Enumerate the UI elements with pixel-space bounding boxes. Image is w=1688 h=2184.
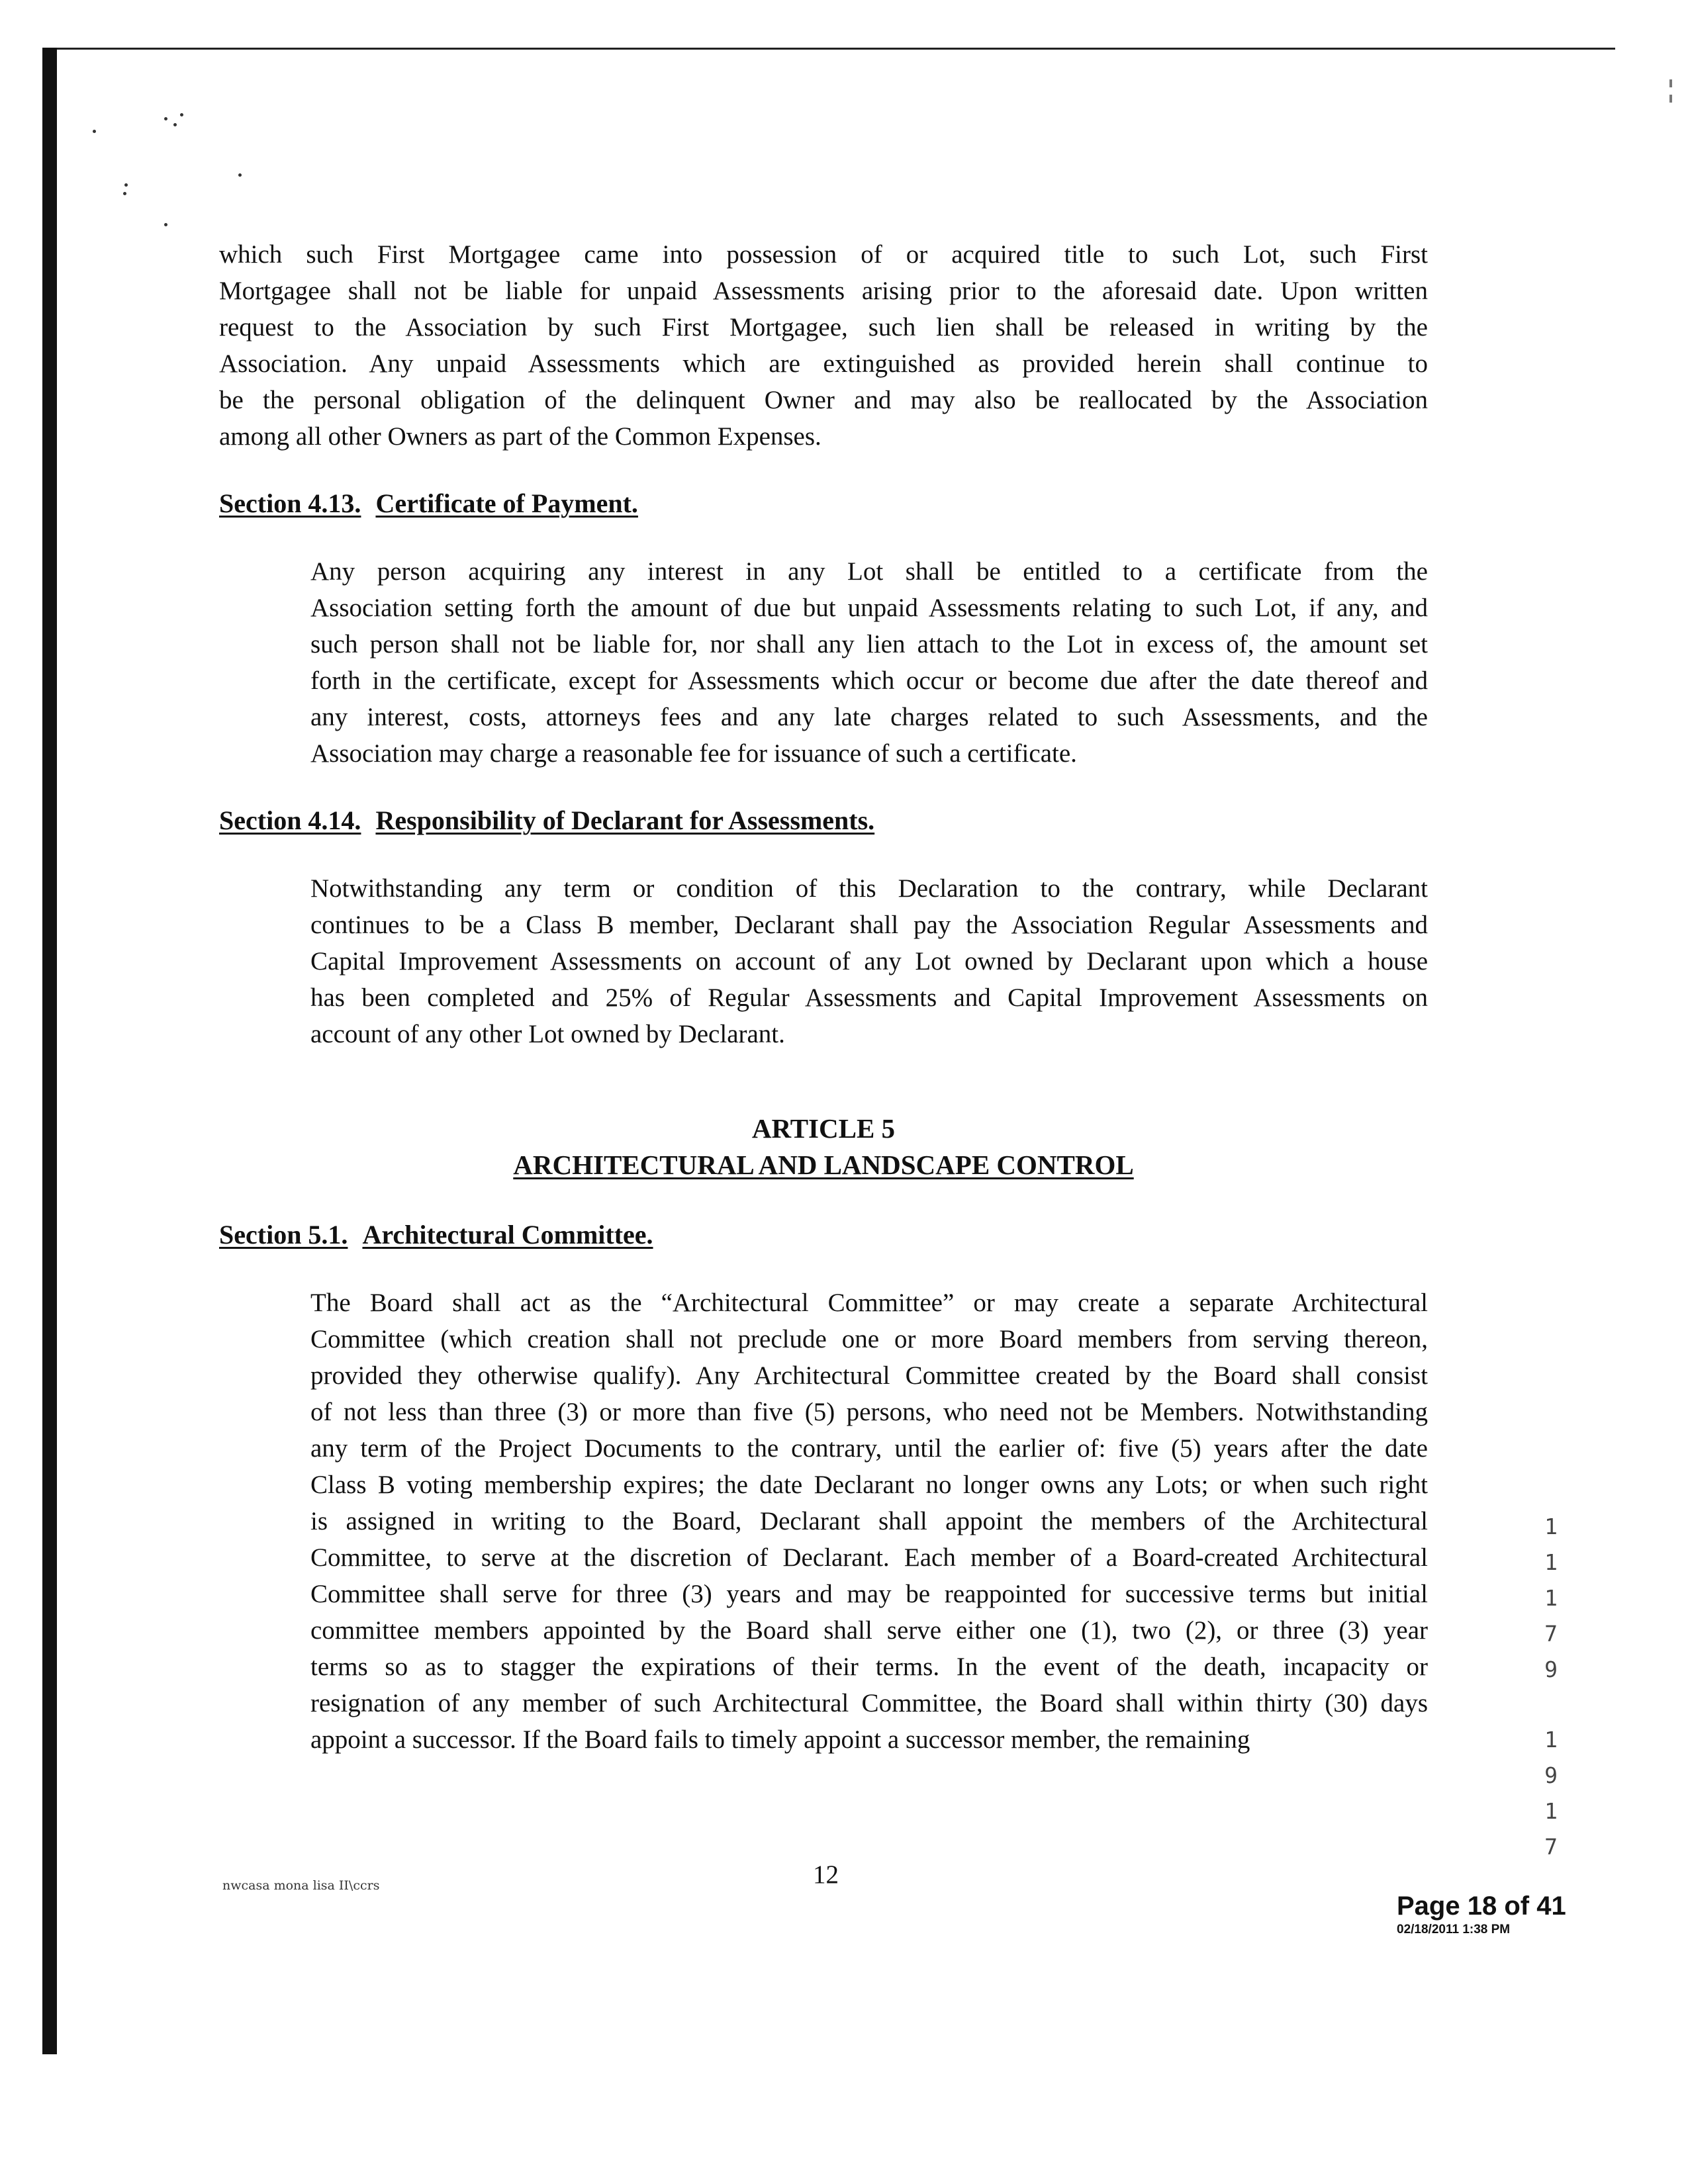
text-line: resignation of any member of such Architectural Committee, the Board shall within thirty (30) days	[310, 1689, 1428, 1717]
scan-speck	[164, 117, 167, 120]
left-scan-border	[42, 48, 57, 2054]
text-line: forth in the certificate, except for Assessments which occur or become due after the date thereof and	[310, 666, 1428, 695]
scan-edge-mark	[1669, 79, 1672, 87]
document-file-id: nwcasa mona lisa II\ccrs	[222, 1878, 380, 1893]
article-heading	[219, 1111, 1428, 1183]
text-line: be the personal obligation of the delinquent Owner and may also be reallocated by the Association	[219, 386, 1428, 414]
text-line: Class B voting membership expires; the date Declarant no longer owns any Lots; or when such right	[310, 1471, 1428, 1499]
text-line: request to the Association by such First Mortgagee, such lien shall be released in writing by the	[219, 313, 1428, 341]
recorder-page-stamp: Page 18 of 41	[1397, 1891, 1566, 1921]
section-title: Certificate of Payment.	[375, 488, 638, 518]
recorder-stamp-date: 02/18/2011 1:38 PM	[1397, 1923, 1511, 1936]
scan-speck	[173, 123, 177, 126]
scan-speck	[180, 113, 183, 116]
margin-digit: 1	[1544, 1514, 1558, 1539]
text-line: Mortgagee shall not be liable for unpaid Assessments arising prior to the aforesaid date. Upon written	[219, 277, 1428, 305]
text-line: Association setting forth the amount of due but unpaid Assessments relating to such Lot, if any, and	[310, 594, 1428, 622]
document-body	[219, 236, 1428, 1788]
text-line: Capital Improvement Assessments on account of any Lot owned by Declarant upon which a house	[310, 947, 1428, 976]
text-line: committee members appointed by the Board shall serve either one (1), two (2), or three (3) year	[310, 1616, 1428, 1645]
section-number: Section 5.1.	[219, 1220, 348, 1250]
section-4-13-body	[219, 553, 1428, 772]
top-border-rule	[42, 48, 1615, 50]
margin-digit: 1	[1544, 1549, 1558, 1575]
scan-speck	[93, 130, 96, 133]
article-title: ARCHITECTURAL AND LANDSCAPE CONTROL	[513, 1150, 1134, 1180]
text-line: Association may charge a reasonable fee for issuance of such a certificate.	[310, 739, 1077, 768]
scan-speck	[124, 183, 128, 187]
text-line: has been completed and 25% of Regular Assessments and Capital Improvement Assessments on	[310, 983, 1428, 1012]
section-title: Architectural Committee.	[362, 1220, 653, 1250]
text-line: is assigned in writing to the Board, Declarant shall appoint the members of the Architectural	[310, 1507, 1428, 1535]
text-line: such person shall not be liable for, nor shall any lien attach to the Lot in excess of, the amount set	[310, 630, 1428, 659]
text-line: any interest, costs, attorneys fees and any late charges related to such Assessments, and the	[310, 703, 1428, 731]
text-line: provided they otherwise qualify). Any Architectural Committee created by the Board shall consist	[310, 1361, 1428, 1390]
article-label: ARTICLE 5	[751, 1113, 896, 1144]
margin-digit: 1	[1544, 1798, 1558, 1824]
text-line: among all other Owners as part of the Common Expenses.	[219, 422, 821, 451]
text-line: account of any other Lot owned by Declarant.	[310, 1020, 785, 1048]
margin-digit: 9	[1544, 1762, 1558, 1788]
text-line: continues to be a Class B member, Declarant shall pay the Association Regular Assessments and	[310, 911, 1428, 939]
section-4-14-body	[219, 870, 1428, 1052]
text-line: Committee, to serve at the discretion of Declarant. Each member of a Board-created Architectural	[310, 1543, 1428, 1572]
text-line: The Board shall act as the “Architectural Committee” or may create a separate Architectural	[310, 1289, 1428, 1317]
text-line: Association. Any unpaid Assessments which are extinguished as provided herein shall continue to	[219, 349, 1428, 378]
margin-recording-number	[1539, 1509, 1563, 1865]
scan-speck	[123, 192, 126, 195]
margin-digit: 7	[1544, 1834, 1558, 1860]
margin-gap	[1539, 1688, 1563, 1722]
margin-digit: 7	[1544, 1621, 1558, 1647]
text-line: any term of the Project Documents to the contrary, until the earlier of: five (5) years after the date	[310, 1434, 1428, 1463]
section-heading-4-13	[219, 485, 1428, 522]
text-line: Committee shall serve for three (3) years and may be reappointed for successive terms but initial	[310, 1580, 1428, 1608]
scan-speck	[238, 173, 242, 177]
text-line: Notwithstanding any term or condition of this Declaration to the contrary, while Declarant	[310, 874, 1428, 903]
text-line: which such First Mortgagee came into possession of or acquired title to such Lot, such First	[219, 240, 1428, 269]
text-line: terms so as to stagger the expirations of their terms. In the event of the death, incapacity or	[310, 1653, 1428, 1681]
paragraph-carryover	[219, 236, 1428, 455]
text-line: Any person acquiring any interest in any Lot shall be entitled to a certificate from the	[310, 557, 1428, 586]
page-number: 12	[813, 1860, 839, 1889]
margin-digit: 9	[1544, 1657, 1558, 1682]
section-heading-4-14	[219, 802, 1428, 839]
text-line: appoint a successor. If the Board fails to timely appoint a successor member, the remaining	[310, 1725, 1250, 1754]
section-heading-5-1	[219, 1216, 1428, 1253]
text-line: of not less than three (3) or more than five (5) persons, who need not be Members. Notwithstanding	[310, 1398, 1428, 1426]
margin-digit: 1	[1544, 1585, 1558, 1611]
text-line: Committee (which creation shall not preclude one or more Board members from serving thereon,	[310, 1325, 1428, 1353]
section-number: Section 4.14.	[219, 805, 361, 835]
section-5-1-body	[219, 1285, 1428, 1758]
margin-digit: 1	[1544, 1727, 1558, 1752]
scan-speck	[164, 223, 167, 226]
section-title: Responsibility of Declarant for Assessments.	[375, 805, 875, 835]
scan-edge-mark	[1669, 95, 1672, 103]
section-number: Section 4.13.	[219, 488, 361, 518]
